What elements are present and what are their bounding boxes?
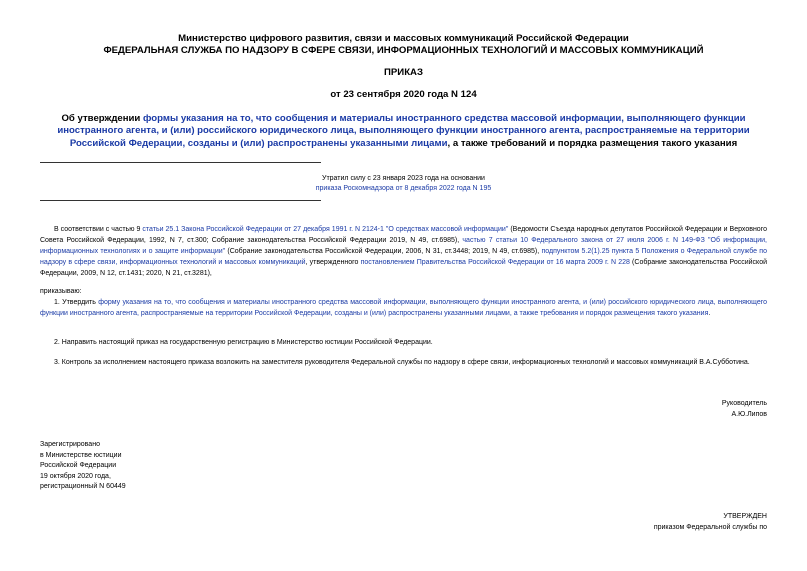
preamble-paragraph (40, 224, 767, 279)
title-form-link[interactable]: формы указания на то, что сообщения и материалы иностранного средства массовой информации, выполняющего функции иностранного агента, и (или) российского юридического лица, выполняющего функции иностранного агента, распространяемые на территории Российской Федерации, созданы и (или) распространены указанными лицами (57, 113, 750, 149)
legal-reference-link[interactable]: частью 7 статьи 10 Федерального закона от 27 июля 2006 г. N 149-ФЗ "Об информации, информационных технологиях и о защите информации" (40, 237, 767, 255)
approved-by: приказом Федеральной службы по (653, 524, 767, 531)
approved-heading: УТВЕРЖДЕН (723, 513, 767, 520)
clause-3: 3. Контроль за исполнением настоящего приказа возложить на заместителя руководителя Федеральной службы по надзору в сфере связи, информационных технологий и массовых коммуникаций В.А.Субботина. (54, 359, 750, 366)
registration-line: регистрационный N 60449 (40, 483, 126, 490)
divider-bottom (40, 200, 321, 201)
legal-reference-link[interactable]: статьи 25.1 Закона Российской Федерации от 27 декабря 1991 г. N 2124-1 "О средствах массовой информации" (142, 226, 509, 233)
paragraph-text: (Ведомости Съезда народных депутатов Российской Федерации и Верховного Совета Российской Федерации, 1992, N 7, ст.300; Собрание законодательства Российской Федерации 2019, N 49, ст.6985), (40, 226, 767, 244)
registration-line: Российской Федерации (40, 462, 117, 469)
service-name: ФЕДЕРАЛЬНАЯ СЛУЖБА ПО НАДЗОРУ В СФЕРЕ СВЯЗИ, ИНФОРМАЦИОННЫХ ТЕХНОЛОГИЙ И МАССОВЫХ КОММУНИКАЦИЙ (103, 45, 704, 56)
paragraph-text: 1. Утвердить (54, 299, 99, 306)
document-type: ПРИКАЗ (384, 67, 423, 78)
title-prefix: Об утверждении (61, 113, 143, 124)
paragraph-text: . (708, 310, 711, 317)
clause-2: 2. Направить настоящий приказ на государственную регистрацию в Министерство юстиции Российской Федерации. (54, 339, 433, 346)
repealed-note (40, 174, 767, 194)
registration-line: в Министерстве юстиции (40, 451, 122, 459)
legal-reference-link[interactable]: форму указания на то, что сообщения и материалы иностранного средства массовой информации, выполняющего функции иностранного агента, и (или) российского юридического лица, выполняющего функции иностранного агента, распространяемые на территории Российской Федерации, созданы и (или) распространены указанными лицами, а также требования и порядок размещения такого указания (40, 299, 768, 317)
ministry-name: Министерство цифрового развития, связи и массовых коммуникаций Российской Федерации (178, 33, 629, 44)
title-suffix: , а также требований и порядка размещения такого указания (447, 137, 738, 149)
document-date-number: от 23 сентября 2020 года N 124 (330, 89, 477, 100)
repealed-text: Утратил силу с 23 января 2023 года на основании (322, 175, 485, 182)
paragraph-text: (Собрание законодательства Российской Федерации, 2006, N 31, ст.3448; 2019, N 49, ст.6985), (225, 248, 542, 255)
paragraph-text: , утвержденного (305, 259, 361, 266)
legal-reference-link[interactable]: постановлением Правительства Российской Федерации от 16 марта 2009 г. N 228 (360, 259, 630, 266)
signature-block (722, 398, 767, 420)
document-title (45, 113, 762, 150)
divider-top (40, 162, 321, 163)
order-word: приказываю: (40, 288, 82, 295)
registration-line: 19 октября 2020 года, (40, 472, 111, 480)
approved-block (654, 511, 767, 533)
paragraph-text: В соответствии с частью 9 (54, 226, 143, 233)
paragraph-text: (Собрание законодательства Российской Федерации, 2009, N 12, ст.1431; 2020, N 21, ст.3281), (40, 259, 767, 277)
clause-1 (40, 297, 767, 319)
repealed-order-link[interactable]: приказа Роскомнадзора от 8 декабря 2022 года N 195 (315, 185, 492, 192)
signer-name: А.Ю.Липов (731, 411, 767, 418)
registration-block (40, 440, 126, 493)
legal-reference-link[interactable]: подпунктом 5.2(1).25 пункта 5 Положения о Федеральной службе по надзору в сфере связи, информационных технологий и массовых коммуникаций (40, 248, 767, 266)
registration-line: Зарегистрировано (40, 441, 100, 448)
signer-position: Руководитель (721, 400, 767, 407)
